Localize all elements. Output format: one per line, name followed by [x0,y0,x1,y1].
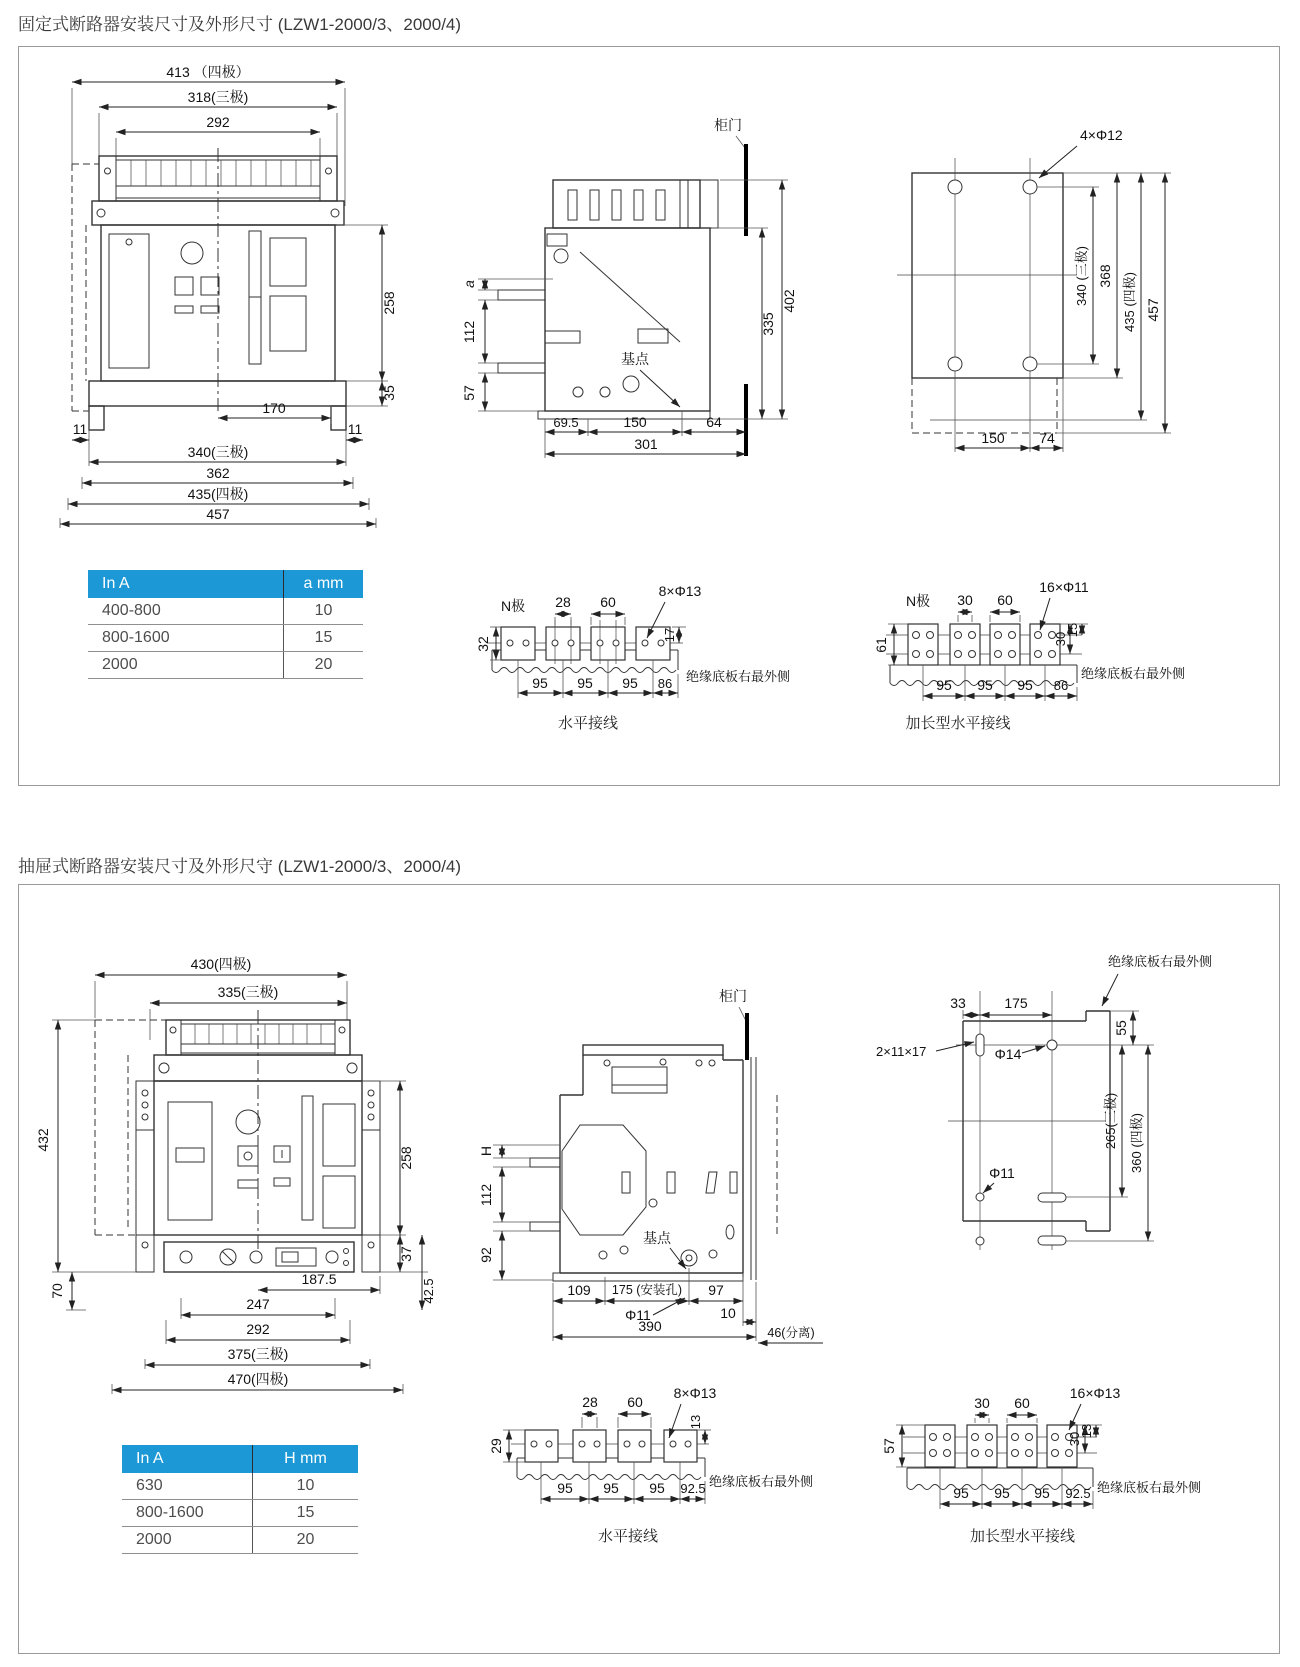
dim-label: 92 [478,1247,494,1263]
dim-label: 360 (四极) [1129,1113,1144,1173]
dim-label: 95 [603,1480,619,1496]
dim-label: 32 [475,636,491,652]
dim-label: 70 [49,1283,65,1299]
table-row [122,1473,358,1500]
dim-label: 86 [657,676,673,691]
caption-extended-horizontal-wiring: 加长型水平接线 [969,1528,1075,1545]
dim-label: 187.5 [301,1271,337,1287]
hole-spec-label: 16×Φ11 [1039,579,1089,595]
drawer-mount-plan-diagram [828,918,1233,1253]
dim-label: 457 [1145,298,1161,322]
fixed-side-dims-left [461,279,553,411]
drawer-mount-callouts [876,954,1212,1193]
cell: 15 [283,625,363,651]
dim-label: 265(三极) [1103,1092,1118,1150]
fixed-front-panel [109,231,306,368]
dim-label: 457 [206,506,230,522]
hole-spec-label: 16×Φ13 [1069,1385,1121,1401]
insulator-note: 绝缘底板右最外侧 [1097,1480,1202,1495]
insulator-note: 绝缘底板右最外侧 [1081,666,1186,681]
dim-label: 470(四极) [227,1371,289,1387]
dim-label: 292 [246,1321,270,1337]
cell: 20 [283,652,363,678]
dim-label: 109 [567,1282,591,1298]
caption-horizontal-wiring: 水平接线 [557,715,618,732]
dim-label: 402 [781,289,797,313]
col-header-a-mm: a mm [283,570,363,598]
table-row [88,625,363,652]
dim-label: 340(三极) [187,444,249,460]
table-header-row [88,570,363,598]
dim-label: 340 (三极) [1074,246,1089,306]
caption-extended-horizontal-wiring: 加长型水平接线 [905,715,1011,732]
dim-label: 11 [72,421,88,437]
dim-label: 368 [1097,264,1113,288]
fixed-front-dims-bottom [60,400,376,528]
dim-label: 30 [974,1395,990,1411]
cell: 2000 [102,656,138,673]
drawer-front-view-diagram [35,890,440,1400]
dim-label: H [478,1145,494,1157]
dim-label: 35 [381,385,397,401]
fixed-front-base [89,381,346,430]
dim-label: 95 [649,1480,665,1496]
dim-label: 390 [638,1318,662,1334]
cell: 10 [283,598,363,624]
cell: 15 [252,1500,358,1526]
dim-label: a [461,280,477,288]
dim-label: 13 [688,1414,703,1430]
dim-label: 69.5 [553,415,579,430]
drawer-mount-plate [948,991,1110,1250]
dim-label: 30 [1053,631,1068,647]
drawer-side-basepoint [643,1230,686,1269]
dim-label: 60 [600,594,616,610]
dim-label: 61 [873,637,889,653]
insulator-note: 绝缘底板右最外侧 [686,669,791,684]
dim-label: 413 （四极） [166,64,250,80]
dim-label: 112 [461,320,477,344]
hole-spec-label: 8×Φ13 [658,583,702,599]
drawer-side-dims-bottom [553,1268,823,1343]
fixed-side-view-diagram [428,116,803,468]
dim-label: 33 [950,995,966,1011]
fixed-mount-plate [897,158,1077,452]
dim-label: 60 [997,592,1013,608]
dim-label: 97 [708,1282,724,1298]
fixed-front-dims-top [72,64,345,206]
drawer-front-dims-top [95,956,347,1040]
terminal-blocks [511,1430,709,1462]
table-row [122,1500,358,1527]
dim-label: 30 [1067,1431,1082,1447]
dim-label: 95 [994,1485,1010,1501]
fixed-side-basepoint [621,351,680,407]
dim-label: 292 [206,114,230,130]
dim-label: 92.5 [680,1481,706,1496]
drawer-side-view-diagram [425,945,825,1350]
dim-label: 28 [555,594,571,610]
dim-label: 30 [957,592,973,608]
fixed-mount-dims-bottom [955,378,1063,452]
dim-label: 13 [1079,1423,1094,1439]
table-row [122,1527,358,1554]
hole-spec-label: 4×Φ12 [1080,127,1123,143]
cabinet-door-label: 柜门 [714,117,742,133]
col-header-in-a: In A [136,1450,164,1467]
dim-label: 17 [662,627,677,643]
cell: 10 [252,1473,358,1499]
col-header-in-a: In A [102,575,130,592]
fixed-terminal-horizontal-diagram [443,538,803,706]
dim-label: 60 [627,1394,643,1410]
dim-label: Φ11 [625,1307,651,1323]
slot-spec-label: 2×11×17 [876,1044,927,1059]
dim-label: 95 [953,1485,969,1501]
table-row [88,652,363,679]
dim-label: 175 (安装孔) [611,1283,683,1297]
dim-label: 95 [557,1480,573,1496]
dim-label: 301 [634,436,658,452]
dim-label: 86 [1053,678,1069,693]
dim-label: 112 [478,1183,494,1207]
drawer-front-body [95,1010,380,1250]
dim-label: 435 (四极) [1122,272,1137,332]
dim-label: 95 [622,675,638,691]
dim-label: 150 [981,430,1005,446]
terminal-blocks [487,620,683,664]
drawer-front-panel [168,1096,355,1228]
dim-label: 335(三极) [217,984,279,1000]
hole-spec-label: 8×Φ13 [673,1385,717,1401]
dim-label: 15 [1065,622,1080,638]
base-point-label: 基点 [643,1230,671,1246]
dim-label: 95 [977,677,993,693]
cell: 800-1600 [102,629,170,646]
dim-label: 258 [381,291,397,315]
hole-spec-label: Φ11 [989,1165,1015,1181]
dim-label: 37 [398,1246,414,1262]
fixed-side-dims-bottom [545,411,746,458]
dim-label: 170 [262,400,286,416]
drawer-front-dims-bottom [112,1271,403,1394]
dim-label: 11 [347,421,363,437]
fixed-mount-hole-callout [1039,127,1123,178]
base-point-label: 基点 [621,351,649,367]
caption-horizontal-wiring: 水平接线 [597,1528,658,1545]
fixed-side-dims-right [712,180,797,419]
dim-label: 95 [532,675,548,691]
cabinet-door-label: 柜门 [719,988,747,1004]
fixed-front-view-diagram [42,66,427,526]
table-header-row [122,1445,358,1473]
cell: 800-1600 [136,1504,204,1521]
dim-label: 435(四极) [187,486,249,502]
dim-label: 175 [1004,995,1028,1011]
section-title-drawer: 抽屉式断路器安装尺寸及外形尺守 (LZW1-2000/3、2000/4) [18,857,462,876]
insulator-note: 绝缘底板右最外侧 [1108,954,1213,969]
dim-label: 95 [1034,1485,1050,1501]
dim-label: 74 [1039,430,1055,446]
dim-label: 42.5 [421,1278,436,1304]
fixed-front-dims-right [337,225,397,406]
dim-label: 95 [1017,677,1033,693]
fixed-side-door [714,117,746,456]
dim-label: 95 [936,677,952,693]
dim-label: 247 [246,1296,270,1312]
dim-label: 375(三极) [227,1346,289,1362]
fixed-mount-plan-diagram [845,110,1225,458]
drawer-current-table [122,1445,358,1554]
dim-label: 64 [706,414,722,430]
dim-label: 92.5 [1065,1486,1091,1501]
cell: 400-800 [102,602,161,619]
drawer-front-dims-left [35,1020,136,1310]
cell: 20 [252,1527,358,1553]
drawer-terminal-horizontal-diagram [443,1358,818,1518]
dim-label: 10 [720,1305,736,1321]
dim-label: 258 [398,1146,414,1170]
dim-label: 55 [1113,1020,1129,1036]
drawer-side-dims-left [478,1145,560,1280]
cell: 2000 [136,1531,172,1548]
dim-label: 57 [461,385,477,401]
dim-label: 318(三极) [187,89,249,105]
insulator-note: 绝缘底板右最外侧 [709,1474,814,1489]
dim-label: 335 [760,312,776,336]
dim-label: 29 [488,1438,504,1454]
dim-label: 150 [623,414,647,430]
dim-label: 57 [881,1438,897,1454]
hole-spec-label: Φ14 [994,1046,1022,1062]
dim-label: 46(分离) [767,1326,815,1340]
dim-label: 430(四极) [190,956,252,972]
dim-label: 362 [206,465,230,481]
fixed-side-outline [498,180,718,419]
table-row [88,598,363,625]
cell: 630 [136,1477,163,1494]
fixed-front-body [72,148,344,411]
col-header-h-mm: H mm [252,1445,358,1473]
fixed-terminal-extended-diagram [818,538,1213,706]
drawer-terminal-extended-diagram [830,1358,1230,1523]
dim-label: 28 [582,1394,598,1410]
fixed-current-table [88,570,363,679]
section-title-fixed: 固定式断路器安装尺寸及外形尺寸 (LZW1-2000/3、2000/4) [18,15,462,34]
dim-label: 432 [35,1128,51,1152]
n-pole-label: N极 [905,593,931,609]
n-pole-label: N极 [500,598,526,614]
dim-label: 60 [1014,1395,1030,1411]
dim-label: 95 [577,675,593,691]
